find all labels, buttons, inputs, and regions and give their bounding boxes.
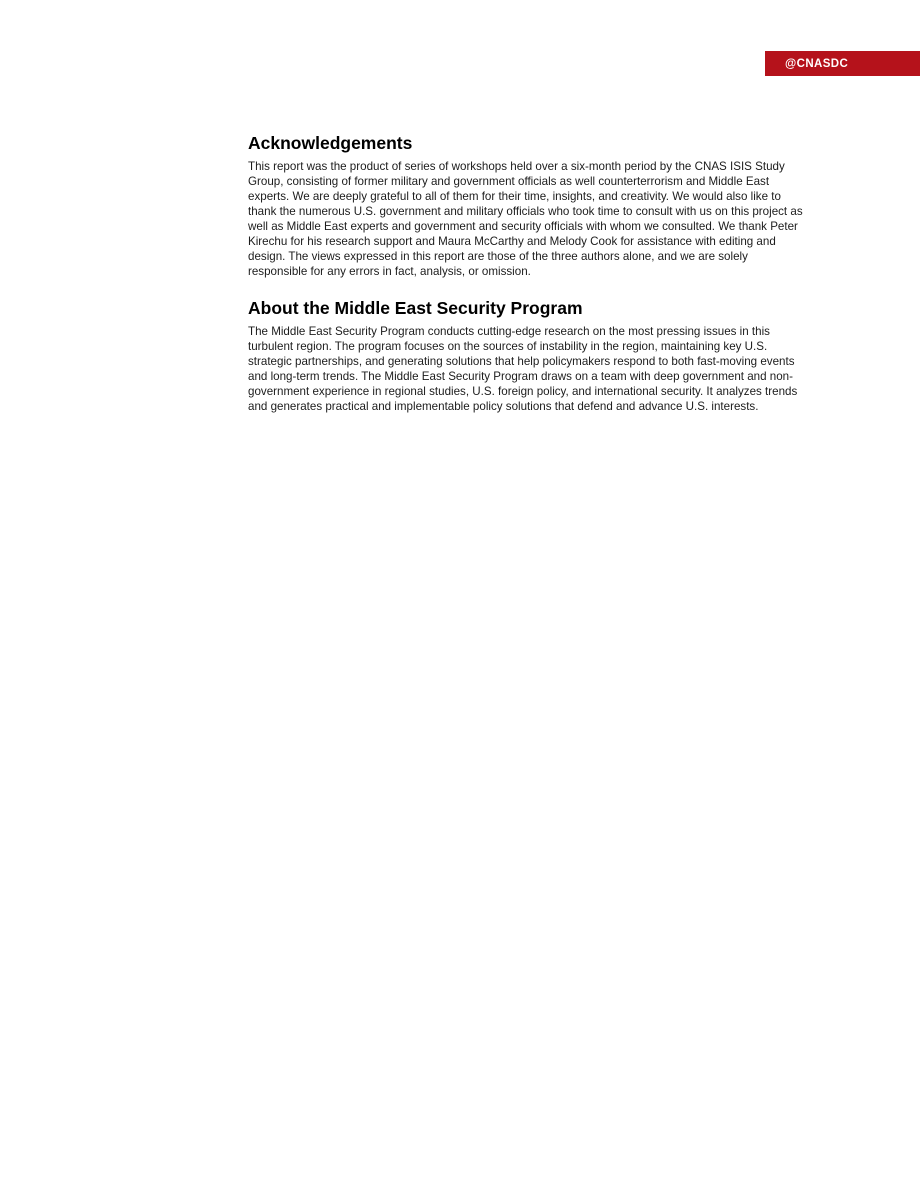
social-handle-tab [765, 51, 920, 76]
acknowledgements-body: This report was the product of series of workshops held over a six-month period by the CNAS ISIS Study Group, consisting of former military and government officials as well counterterrorism and Middle East experts. We are deeply grateful to all of them for their time, insights, and creativity. We would also like to thank the numerous U.S. government and military officials who took time to consult with us on this project as well as Middle East experts and government and security officials with whom we consulted. We thank Peter Kirechu for his research support and Maura McCarthy and Melody Cook for assistance with editing and design. The views expressed in this report are those of the three authors alone, and we are solely responsible for any errors in fact, analysis, or omission. [248, 160, 803, 278]
acknowledgements-heading: Acknowledgements [248, 133, 413, 153]
acknowledgements-section [248, 132, 804, 279]
program-section [248, 297, 804, 414]
twitter-handle: @CNASDC [785, 57, 849, 70]
page-content [248, 132, 804, 414]
program-body: The Middle East Security Program conducts cutting-edge research on the most pressing issues in this turbulent region. The program focuses on the sources of instability in the region, maintaining key U.S. strategic partnerships, and generating solutions that help policymakers respond to both fast-moving events and long-term trends. The Middle East Security Program draws on a team with deep government and non-government experience in regional studies, U.S. foreign policy, and international security. It analyzes trends and generates practical and implementable policy solutions that defend and advance U.S. interests. [248, 325, 798, 413]
program-heading: About the Middle East Security Program [248, 298, 583, 318]
